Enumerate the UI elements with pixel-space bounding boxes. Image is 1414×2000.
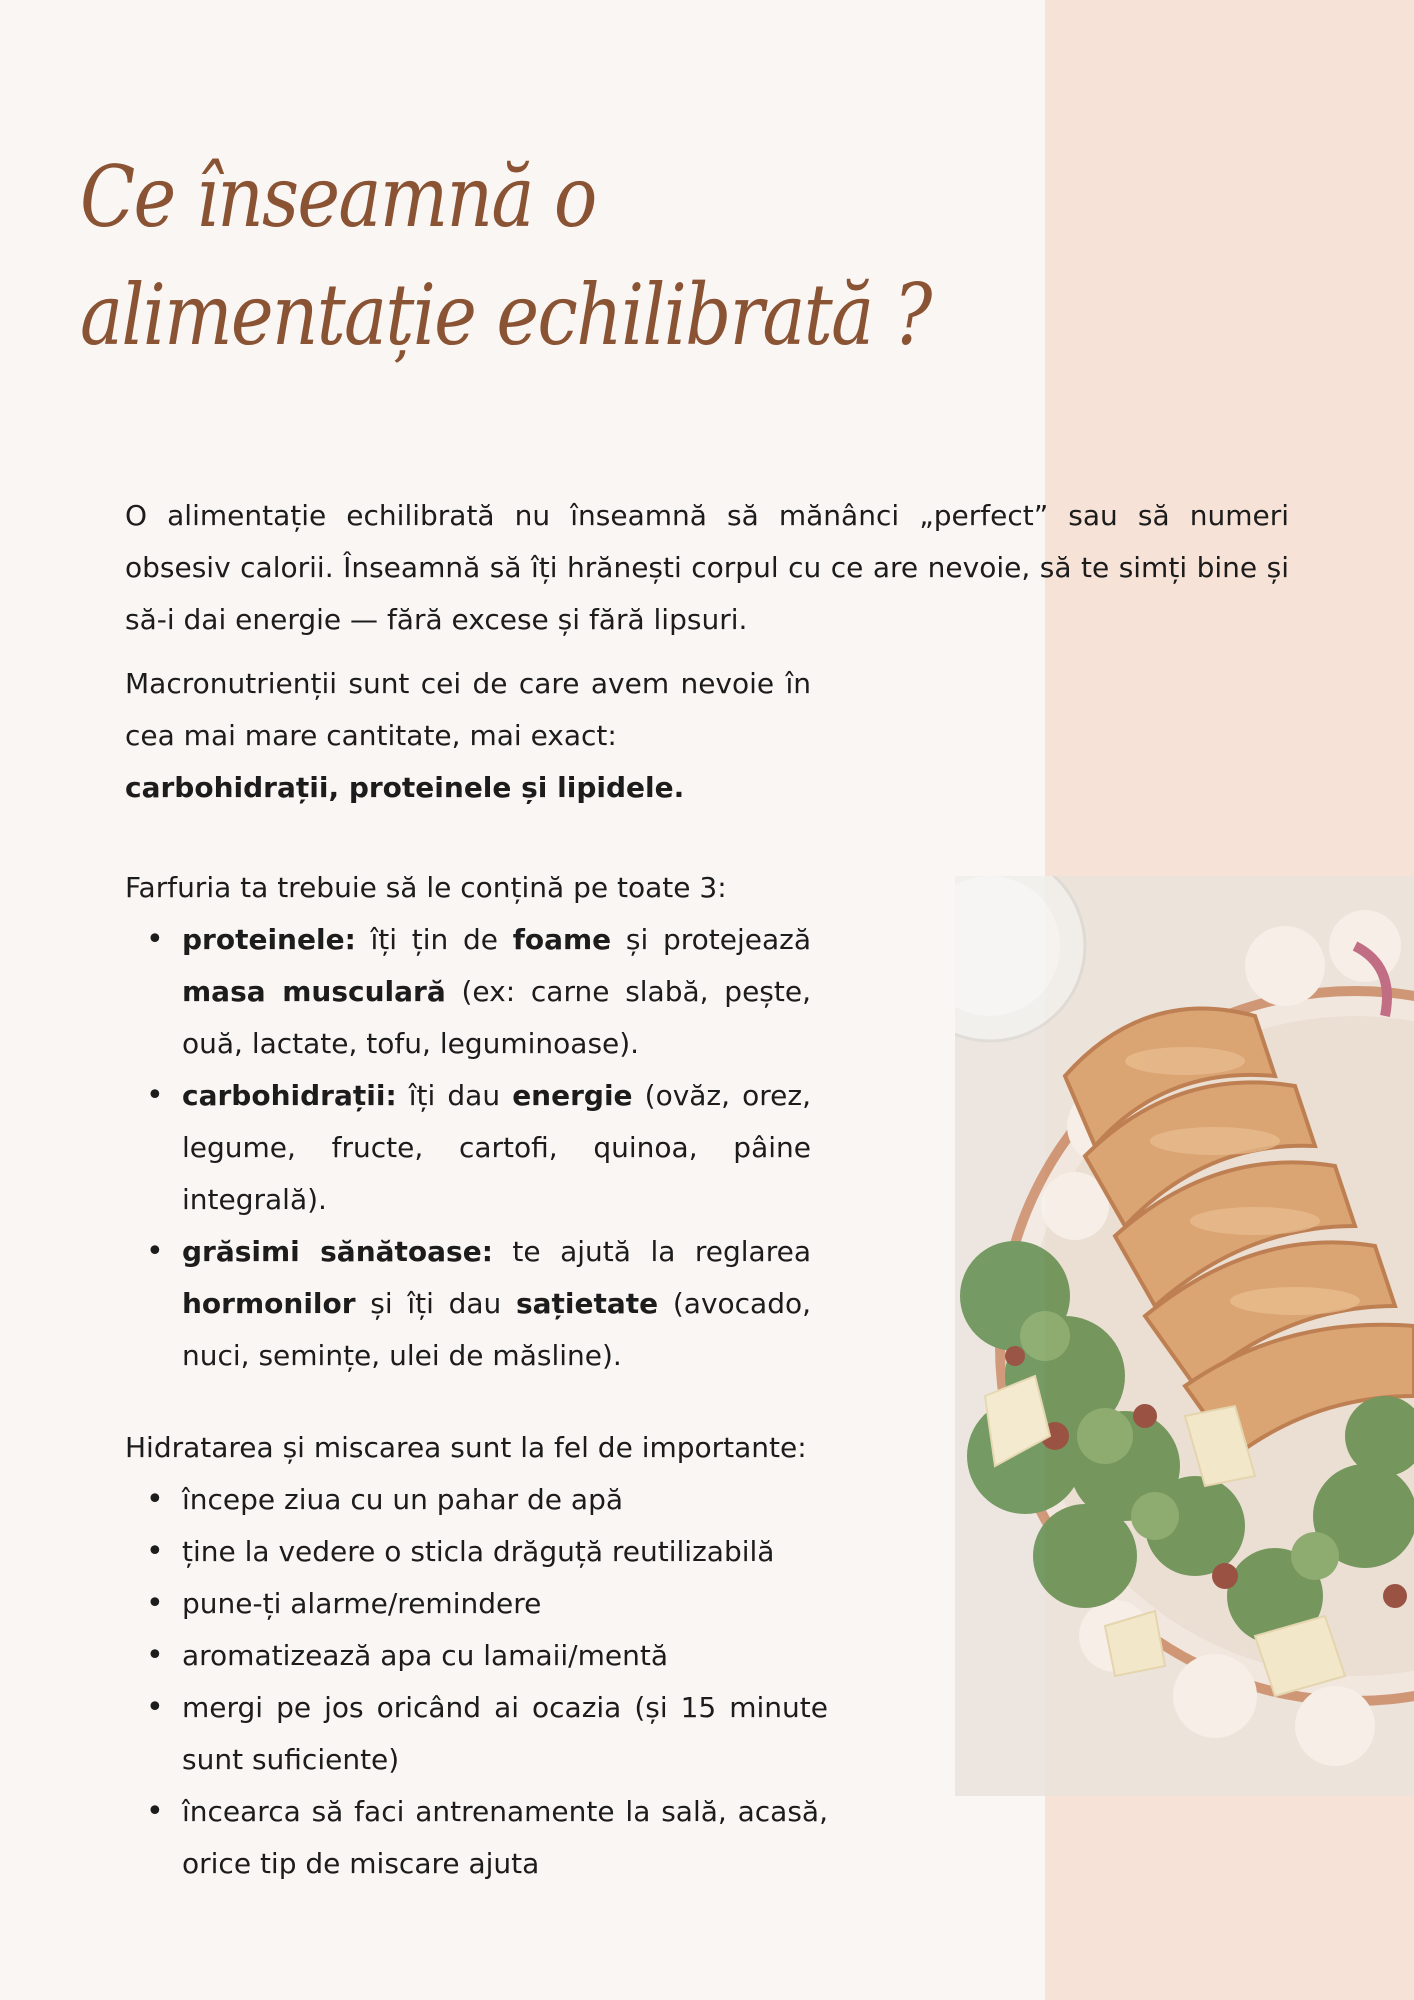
list-item: • încearca să faci antrenamente la sală, acasă, orice tip de miscare ajuta [182, 1786, 828, 1890]
hydration-heading: Hidratarea și miscarea sunt la fel de importante: [125, 1431, 807, 1464]
intro-paragraph: O alimentație echilibrată nu înseamnă să mănânci „perfect” sau să numeri obsesiv calorii. Înseamnă să îți hrănești corpul cu ce are nevoie, să te simți bine și să-i dai energie — fără excese și fără lipsuri. [125, 499, 1289, 636]
title-line-2: alimentație echilibrată ? [80, 266, 931, 364]
item-term: grăsimi sănătoase: [182, 1235, 493, 1268]
macros-text: Macronutrienții sunt cei de care avem nevoie în cea mai mare cantitate, mai exact: [125, 667, 811, 752]
macros-paragraph [125, 658, 811, 814]
food-photo [955, 876, 1414, 1796]
item-bold: sațietate [515, 1287, 659, 1320]
item-text: și îți dau [355, 1287, 516, 1320]
list-item: • mergi pe jos oricând ai ocazia (și 15 minute sunt suficiente) [182, 1682, 828, 1786]
item-term: carbohidrații: [182, 1079, 397, 1112]
title-line-1: Ce înseamnă o [80, 148, 596, 246]
item-text: (avocado, nuci, semințe, ulei de măsline). [182, 1287, 811, 1372]
item-bold: foame [512, 923, 612, 956]
item-bold: energie [512, 1079, 633, 1112]
plate-heading: Farfuria ta trebuie să le conțină pe toate 3: [125, 871, 727, 904]
list-item [182, 914, 811, 1070]
item-text: îți țin de [355, 923, 513, 956]
item-term: proteinele: [182, 923, 356, 956]
item-text: (ex: carne slabă, pește, ouă, lactate, tofu, leguminoase). [182, 975, 811, 1060]
list-item: • pune-ți alarme/remindere [182, 1578, 828, 1630]
list-item [182, 1226, 811, 1382]
chicken-salad-bowl-image [955, 876, 1414, 1796]
list-item [182, 1070, 811, 1226]
item-text: și protejează [611, 923, 811, 956]
item-text: te ajută la reglarea [492, 1235, 811, 1268]
hydration-list [125, 1474, 828, 1890]
item-text: îți dau [396, 1079, 513, 1112]
item-bold: hormonilor [182, 1287, 356, 1320]
list-item: • aromatizează apa cu lamaii/mentă [182, 1630, 828, 1682]
item-bold: masa musculară [182, 975, 446, 1008]
macros-bold: carbohidrații, proteinele și lipidele. [125, 771, 685, 804]
page-title [80, 138, 931, 374]
item-text: (ovăz, orez, legume, fructe, cartofi, quinoa, pâine integrală). [182, 1079, 811, 1216]
list-item: • ține la vedere o sticla drăguță reutilizabilă [182, 1526, 828, 1578]
list-item: • începe ziua cu un pahar de apă [182, 1474, 828, 1526]
macro-list [125, 914, 811, 1382]
